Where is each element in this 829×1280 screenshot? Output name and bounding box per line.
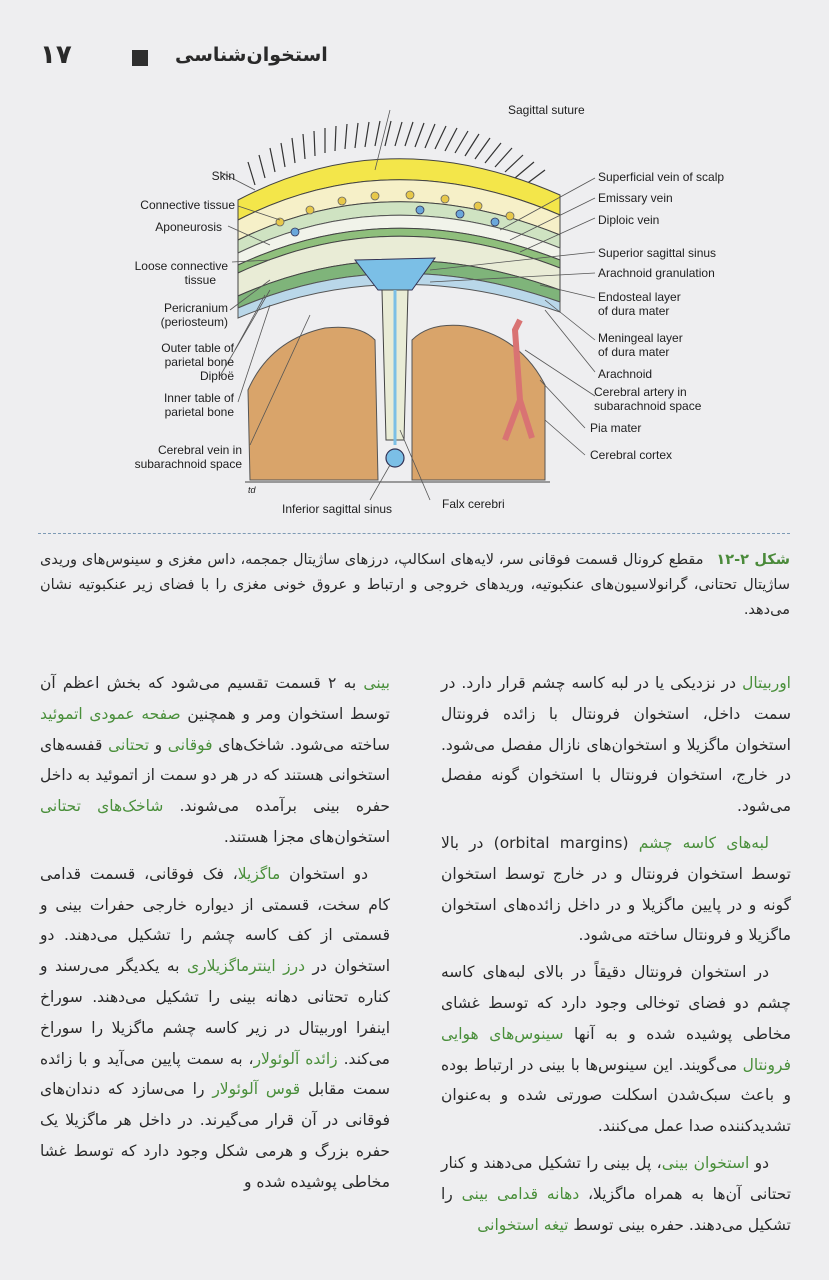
term-inferior-conchae: شاخک‌های تحتانی — [40, 797, 164, 816]
term-intermaxillary-suture: درز اینترماگزیلاری — [186, 957, 305, 976]
text-span: ساخته می‌شود. شاخک‌های — [212, 735, 391, 754]
text-span: (orbital margins) در بالا توسط استخوان فرونتال و در خارج توسط استخوان گونه و در پایین ماگزیلا و در داخل زائده‌های استخوان ماگزیلا و فرونتال ساخته می‌شود. — [441, 833, 791, 945]
label-cerebral-artery-1: Cerebral artery in — [594, 385, 687, 399]
anatomy-figure — [120, 100, 740, 520]
label-loose-connective-1: Loose connective — [134, 259, 228, 273]
caption-label: شکل ۲-۱۲ — [716, 552, 791, 568]
label-falx-cerebri: Falx cerebri — [442, 497, 505, 511]
label-superior-sagittal-sinus: Superior sagittal sinus — [598, 246, 717, 260]
label-endosteal-layer-1: Endosteal layer — [598, 290, 681, 304]
label-arachnoid: Arachnoid — [598, 367, 653, 381]
text-span: می‌گویند. این سینوس‌ها با بینی در ارتباط بوده و باعث سبک‌شدن اسکلت صورتی شده و به‌عنوان تشدیدکننده صدا عمل می‌کنند. — [441, 1055, 791, 1136]
page-number: ۱۷ — [40, 40, 72, 70]
term-nose: بینی — [363, 674, 390, 692]
label-pericranium-2: (periosteum) — [160, 315, 228, 329]
chapter-title: استخوان‌شناسی — [175, 44, 328, 66]
term-anterior-nasal-aperture: دهانه قدامی بینی — [461, 1184, 580, 1203]
text-span: در استخوان فرونتال دقیقاً در بالای لبه‌های کاسه چشم دو فضای توخالی وجود دارد که توسط غشای مخاطی پوشیده شده و به آنها — [441, 963, 792, 1043]
right-column — [441, 668, 791, 1246]
label-arachnoid-granulation: Arachnoid granulation — [598, 266, 715, 280]
label-endosteal-layer-2: of dura mater — [598, 304, 670, 318]
label-diploe: Diploë — [199, 369, 234, 383]
label-inner-table-1: Inner table of — [163, 391, 234, 405]
text-span: به ۲ قسمت تقسیم می‌شود که بخش اعظم آن توسط استخوان ومر و همچنین — [40, 674, 390, 723]
label-outer-table-2: parietal bone — [164, 355, 234, 369]
text-span: ، به سمت پایین می‌آید و با زائده سمت مقابل — [40, 1049, 391, 1099]
text-span: را تشکیل می‌دهند. حفره بینی توسط — [441, 1184, 791, 1234]
label-cerebral-vein-2: subarachnoid space — [134, 457, 242, 471]
illustrator-signature: td — [248, 485, 256, 495]
term-orbital: اوربیتال — [742, 674, 791, 692]
term-orbital-margins: لبه‌های کاسه چشم — [638, 833, 769, 852]
text-span: استخوان‌های مجزا هستند. — [223, 827, 390, 846]
label-skin: Skin — [211, 169, 235, 183]
label-meningeal-layer-2: of dura mater — [598, 345, 670, 359]
term-nasal-bone: استخوان بینی — [661, 1153, 750, 1172]
text-span: ، فک فوقانی، قسمت قدامی کام سخت، قسمتی از دیواره خارجی حفرات بینی و قسمتی از کف کاسه چشم را تشکیل می‌دهند. دو استخوان در — [40, 864, 390, 976]
header-square-icon — [132, 50, 148, 66]
label-loose-connective-2: tissue — [184, 273, 216, 287]
text-span: ، پل بینی را تشکیل می‌دهند و کنار تحتانی آن‌ها به همراه ماگزیلا، — [441, 1153, 792, 1203]
left-column — [40, 668, 390, 1204]
label-cerebral-artery-2: subarachnoid space — [594, 399, 702, 413]
left-paragraph-1 — [40, 668, 390, 853]
right-paragraph-2 — [441, 828, 791, 951]
term-inferior: تحتانی — [108, 735, 150, 754]
text-span: دو استخوان — [280, 864, 368, 883]
text-span: قفسه‌های استخوانی هستند که در هر دو سمت از اتموئید به داخل حفره بینی برآمده می‌شوند. — [40, 735, 391, 816]
label-sagittal-suture: Sagittal suture — [508, 103, 585, 117]
term-superior: فوقانی — [167, 735, 213, 754]
label-pia-mater: Pia mater — [590, 421, 642, 435]
label-diploic-vein: Diploic vein — [598, 213, 660, 227]
right-paragraph-3 — [441, 957, 791, 1142]
text-span: به یکدیگر می‌رسند و کناره تحتانی دهانه بینی را تشکیل می‌دهند. سوراخ اینفرا اوربیتال در زیر کاسه چشم ماگزیلا را سوراخ می‌کند. — [40, 957, 390, 1068]
right-paragraph-4 — [441, 1148, 791, 1240]
label-pericranium-1: Pericranium — [163, 301, 228, 315]
text-span: را می‌سازد که دندان‌های فوقانی در آن قرار می‌گیرند. در داخل هر ماگزیلا یک حفره بزرگ و هرمی شکل وجود دارد که توسط غشا مخاطی پوشیده شده و — [40, 1080, 390, 1191]
term-frontal-sinuses: سینوس‌های هوایی فرونتال — [441, 1024, 791, 1074]
caption-separator — [38, 533, 790, 534]
term-maxilla: ماگزیلا — [237, 864, 281, 883]
text-span: دو — [749, 1153, 769, 1172]
caption-text: مقطع کرونال قسمت فوقانی سر، لایه‌های اسکالپ، درزهای ساژیتال جمجمه، داس مغزی و سینوس‌های وریدی ساژیتال تحتانی، گرانولاسیون‌های عنکبوتیه، وریدهای خروجی و ارتباط و عروق خونی مغزی را با فضای زیر عنکبوتیه نشان می‌دهد. — [40, 552, 790, 618]
text-span: در نزدیکی یا در لبه کاسه چشم قرار دارد. در سمت داخل، استخوان فرونتال با زائده فرونتال استخوان ماگزیلا و استخوان‌های نازال مفصل می‌شود. در خارج، استخوان فرونتال با استخوان گونه مفصل می‌شود. — [441, 674, 791, 816]
right-paragraph-1 — [441, 668, 791, 822]
figure-caption — [40, 548, 790, 623]
label-inner-table-2: parietal bone — [164, 405, 234, 419]
label-inferior-sagittal-sinus: Inferior sagittal sinus — [282, 502, 393, 516]
label-outer-table-1: Outer table of — [161, 341, 234, 355]
text-span: و — [149, 735, 168, 754]
label-emissary-vein: Emissary vein — [598, 191, 673, 205]
label-cerebral-vein-1: Cerebral vein in — [157, 443, 242, 457]
label-meningeal-layer-1: Meningeal layer — [598, 331, 683, 345]
term-bony-septum: تیغه استخوانی — [477, 1215, 569, 1234]
label-superficial-vein: Superficial vein of scalp — [598, 170, 725, 184]
label-aponeurosis: Aponeurosis — [155, 220, 222, 234]
label-connective-tissue: Connective tissue — [140, 198, 235, 212]
term-alveolar-process: زائده آلوئولار — [253, 1049, 338, 1068]
term-alveolar-arch: قوس آلوئولار — [212, 1080, 301, 1099]
page-header — [40, 40, 790, 80]
label-cerebral-cortex: Cerebral cortex — [590, 448, 673, 462]
term-perpendicular-plate: صفحه عمودی اتموئید — [40, 704, 181, 723]
left-paragraph-2 — [40, 859, 390, 1198]
